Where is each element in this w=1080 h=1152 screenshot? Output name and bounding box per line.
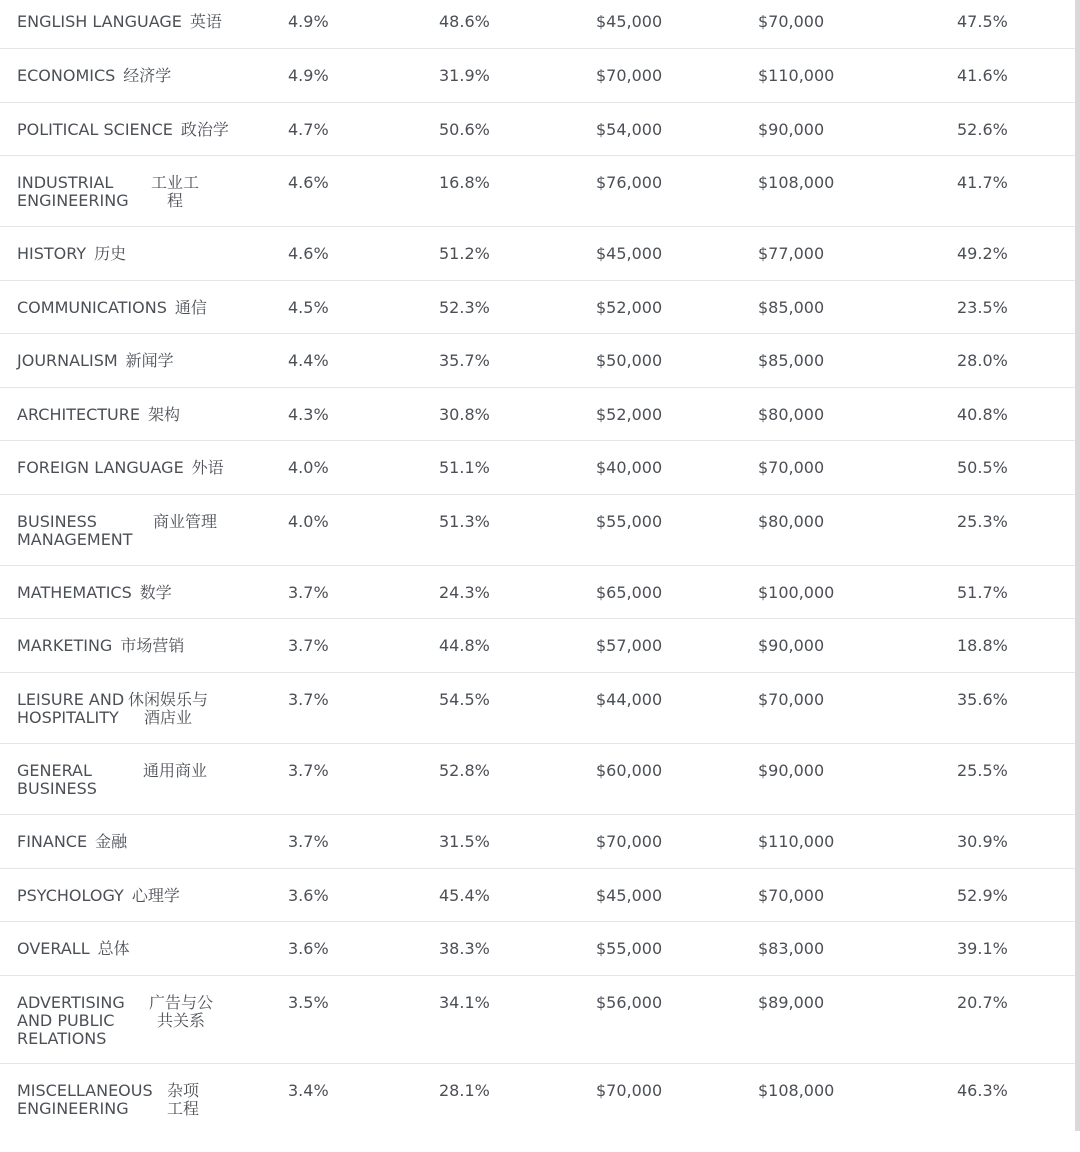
major-name-en: MATHEMATICS [17, 583, 132, 602]
cell-col-1: 4.5% [288, 298, 329, 317]
major-name-zh: 通信 [174, 298, 207, 317]
cell-col-3: $45,000 [596, 12, 663, 31]
major-name-en: GENERAL BUSINESS [17, 761, 97, 798]
cell-col-4: $70,000 [758, 886, 825, 905]
cell-col-4: $80,000 [758, 512, 825, 531]
cell-col-5: 47.5% [957, 12, 1008, 31]
cell-col-5: 49.2% [957, 244, 1008, 263]
cell-col-5: 46.3% [957, 1081, 1008, 1100]
major-name-zh: 广告与公共关系 [149, 993, 214, 1030]
major-name-en: MARKETING [17, 636, 113, 655]
cell-col-3: $44,000 [596, 690, 663, 709]
cell-col-5: 18.8% [957, 636, 1008, 655]
cell-col-1: 4.6% [288, 244, 329, 263]
major-name-zh: 心理学 [131, 886, 180, 905]
cell-col-3: $45,000 [596, 886, 663, 905]
cell-col-4: $77,000 [758, 244, 825, 263]
table-row [0, 922, 1080, 976]
cell-col-1: 4.0% [288, 458, 329, 477]
cell-col-1: 3.6% [288, 886, 329, 905]
major-name-en: LEISURE AND HOSPITALITY [17, 690, 125, 727]
table-row [0, 566, 1080, 619]
major-name-zh: 政治学 [180, 120, 229, 139]
cell-col-2: 45.4% [439, 886, 490, 905]
major-name-en: ECONOMICS [17, 66, 116, 85]
cell-col-1: 3.7% [288, 690, 329, 709]
cell-col-4: $100,000 [758, 583, 835, 602]
cell-col-5: 25.3% [957, 512, 1008, 531]
major-name-zh: 杂项工程 [166, 1081, 199, 1118]
cell-col-2: 51.2% [439, 244, 490, 263]
cell-col-1: 3.5% [288, 993, 329, 1012]
cell-col-3: $55,000 [596, 939, 663, 958]
cell-col-1: 4.0% [288, 512, 329, 531]
table-row [0, 619, 1080, 673]
cell-col-4: $70,000 [758, 690, 825, 709]
major-name-zh: 工业工程 [150, 173, 199, 210]
cell-col-1: 4.4% [288, 351, 329, 370]
cell-col-4: $110,000 [758, 66, 835, 85]
cell-col-2: 48.6% [439, 12, 490, 31]
cell-col-4: $108,000 [758, 1081, 835, 1100]
cell-col-3: $60,000 [596, 761, 663, 780]
cell-col-3: $70,000 [596, 832, 663, 851]
table-row [0, 673, 1080, 744]
major-name-en: PSYCHOLOGY [17, 886, 124, 905]
major-name-zh: 新闻学 [125, 351, 174, 370]
major-name-zh: 历史 [94, 244, 127, 263]
scrollbar-track[interactable] [1075, 0, 1080, 1131]
cell-col-5: 35.6% [957, 690, 1008, 709]
table-row [0, 227, 1080, 281]
cell-col-4: $85,000 [758, 351, 825, 370]
table-row [0, 334, 1080, 388]
cell-col-1: 3.7% [288, 636, 329, 655]
table-row [0, 815, 1080, 869]
table-row [0, 441, 1080, 495]
cell-col-3: $54,000 [596, 120, 663, 139]
cell-col-5: 41.7% [957, 173, 1008, 192]
cell-col-5: 20.7% [957, 993, 1008, 1012]
cell-col-3: $70,000 [596, 1081, 663, 1100]
major-name-en: BUSINESS MANAGEMENT [17, 512, 133, 549]
cell-col-1: 4.7% [288, 120, 329, 139]
major-name-zh: 通用商业 [143, 761, 208, 780]
cell-col-1: 4.9% [288, 66, 329, 85]
cell-col-1: 3.7% [288, 761, 329, 780]
cell-col-4: $85,000 [758, 298, 825, 317]
cell-col-2: 51.1% [439, 458, 490, 477]
cell-col-4: $90,000 [758, 761, 825, 780]
cell-col-2: 52.3% [439, 298, 490, 317]
cell-col-3: $65,000 [596, 583, 663, 602]
cell-col-5: 41.6% [957, 66, 1008, 85]
major-name-zh: 商业管理 [153, 512, 218, 531]
cell-col-1: 4.9% [288, 12, 329, 31]
major-name-zh: 金融 [95, 832, 128, 851]
table-row [0, 156, 1080, 227]
cell-col-4: $89,000 [758, 993, 825, 1012]
cell-col-3: $55,000 [596, 512, 663, 531]
major-name-en: INDUSTRIAL ENGINEERING [17, 173, 129, 210]
table-row [0, 49, 1080, 103]
cell-col-4: $108,000 [758, 173, 835, 192]
cell-col-5: 39.1% [957, 939, 1008, 958]
major-name-zh: 市场营销 [120, 636, 185, 655]
cell-col-2: 31.9% [439, 66, 490, 85]
cell-col-1: 4.6% [288, 173, 329, 192]
table-row [0, 388, 1080, 441]
table-row [0, 103, 1080, 156]
cell-col-5: 23.5% [957, 298, 1008, 317]
cell-col-4: $80,000 [758, 405, 825, 424]
cell-col-2: 34.1% [439, 993, 490, 1012]
cell-col-1: 3.6% [288, 939, 329, 958]
table-row [0, 495, 1080, 566]
cell-col-4: $70,000 [758, 458, 825, 477]
cell-col-2: 30.8% [439, 405, 490, 424]
cell-col-5: 40.8% [957, 405, 1008, 424]
cell-col-3: $76,000 [596, 173, 663, 192]
cell-col-4: $90,000 [758, 636, 825, 655]
major-name-zh: 数学 [139, 583, 172, 602]
cell-col-2: 16.8% [439, 173, 490, 192]
cell-col-3: $50,000 [596, 351, 663, 370]
major-name-zh: 休闲娱乐与酒店业 [127, 690, 208, 727]
major-name-en: JOURNALISM [17, 351, 118, 370]
cell-col-2: 54.5% [439, 690, 490, 709]
cell-col-2: 31.5% [439, 832, 490, 851]
cell-col-2: 50.6% [439, 120, 490, 139]
table-row [0, 976, 1080, 1064]
cell-col-2: 44.8% [439, 636, 490, 655]
major-name-zh: 总体 [97, 939, 130, 958]
major-name-en: ARCHITECTURE [17, 405, 140, 424]
cell-col-3: $45,000 [596, 244, 663, 263]
cell-col-2: 35.7% [439, 351, 490, 370]
table-row [0, 869, 1080, 922]
cell-col-5: 25.5% [957, 761, 1008, 780]
cell-col-3: $40,000 [596, 458, 663, 477]
major-name-en: ADVERTISING AND PUBLIC RELATIONS [17, 993, 125, 1048]
table-row [0, 1064, 1080, 1134]
table-row [0, 744, 1080, 815]
major-name [17, 1082, 217, 1152]
cell-col-3: $70,000 [596, 66, 663, 85]
cell-col-3: $52,000 [596, 298, 663, 317]
cell-col-4: $90,000 [758, 120, 825, 139]
major-name-zh: 架构 [147, 405, 180, 424]
cell-col-2: 52.8% [439, 761, 490, 780]
cell-col-1: 4.3% [288, 405, 329, 424]
cell-col-5: 28.0% [957, 351, 1008, 370]
major-name-en: FOREIGN LANGUAGE [17, 458, 184, 477]
cell-col-3: $52,000 [596, 405, 663, 424]
major-name-en: HISTORY [17, 244, 87, 263]
cell-col-1: 3.7% [288, 832, 329, 851]
major-name-zh: 英语 [189, 12, 222, 31]
cell-col-4: $110,000 [758, 832, 835, 851]
cell-col-5: 52.9% [957, 886, 1008, 905]
cell-col-5: 30.9% [957, 832, 1008, 851]
major-name-zh: 外语 [191, 458, 224, 477]
cell-col-5: 52.6% [957, 120, 1008, 139]
cell-col-4: $70,000 [758, 12, 825, 31]
cell-col-1: 3.4% [288, 1081, 329, 1100]
cell-col-2: 38.3% [439, 939, 490, 958]
major-name-en: POLITICAL SCIENCE [17, 120, 173, 139]
cell-col-3: $57,000 [596, 636, 663, 655]
major-name-en: OVERALL [17, 939, 90, 958]
major-name-en: COMMUNICATIONS [17, 298, 167, 317]
table-row [0, 281, 1080, 334]
major-name-en: MISCELLANEOUS ENGINEERING [17, 1081, 153, 1118]
cell-col-2: 24.3% [439, 583, 490, 602]
table-row [0, 0, 1080, 49]
cell-col-3: $56,000 [596, 993, 663, 1012]
cell-col-2: 28.1% [439, 1081, 490, 1100]
major-name-zh: 经济学 [123, 66, 172, 85]
cell-col-5: 51.7% [957, 583, 1008, 602]
cell-col-1: 3.7% [288, 583, 329, 602]
cell-col-2: 51.3% [439, 512, 490, 531]
major-name-en: ENGLISH LANGUAGE [17, 12, 182, 31]
cell-col-4: $83,000 [758, 939, 825, 958]
cell-col-5: 50.5% [957, 458, 1008, 477]
major-name-en: FINANCE [17, 832, 88, 851]
